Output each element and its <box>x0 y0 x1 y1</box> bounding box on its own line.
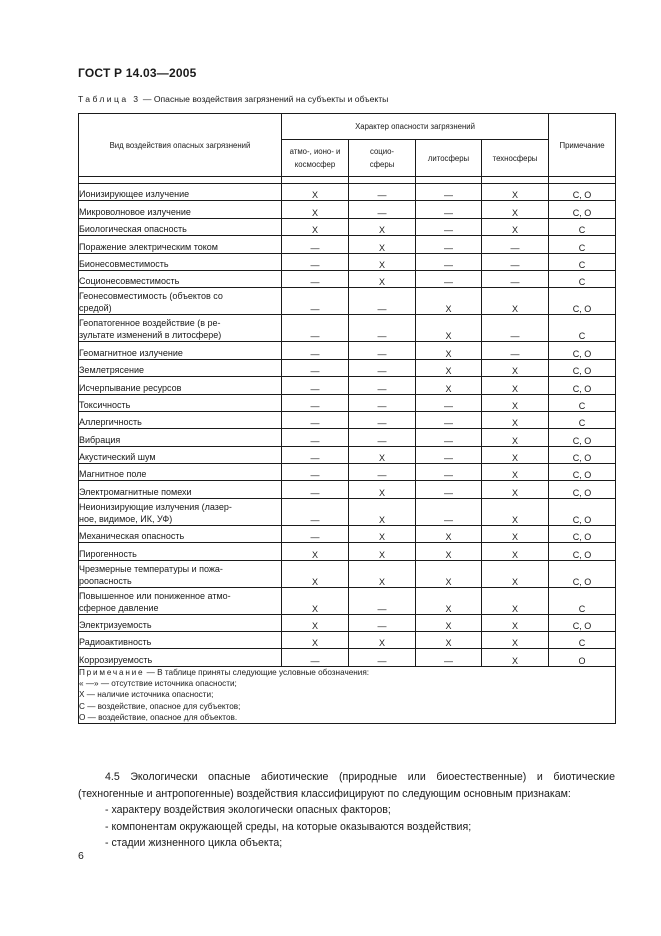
impact-name-line: Биологическая опасность <box>79 224 187 235</box>
table-row <box>79 288 616 315</box>
impact-name-cell <box>79 587 282 614</box>
table-row <box>79 342 616 359</box>
col-header-socio <box>349 140 416 177</box>
note-cell: С <box>549 411 616 428</box>
table-row <box>79 377 616 394</box>
impact-name-line: Поражение электрическим током <box>79 241 218 252</box>
table-row <box>79 359 616 376</box>
table-row <box>79 253 616 270</box>
litho-cell: — <box>416 270 482 287</box>
socio-cell: X <box>349 270 416 287</box>
socio-cell: X <box>349 543 416 560</box>
impact-name-line: Землетрясение <box>79 365 144 376</box>
socio-cell: — <box>349 377 416 394</box>
footnote-intro <box>79 667 615 678</box>
document-code: ГОСТ Р 14.03—2005 <box>78 66 197 80</box>
col-header-socio-line1: социо- <box>369 147 395 156</box>
impact-name-line: Электромагнитные помехи <box>79 486 192 497</box>
litho-cell: — <box>416 218 482 235</box>
impact-name-line: Соционесовместимость <box>79 276 180 287</box>
note-cell: С, О <box>549 481 616 498</box>
impact-name-cell <box>79 481 282 498</box>
socio-cell: X <box>349 253 416 270</box>
col-header-group: Характер опасности загрязнений <box>282 114 549 140</box>
techno-cell: X <box>482 525 549 542</box>
impact-name-cell <box>79 253 282 270</box>
techno-cell: — <box>482 342 549 359</box>
techno-cell: X <box>482 394 549 411</box>
litho-cell: X <box>416 632 482 649</box>
impact-name-cell <box>79 394 282 411</box>
table-row <box>79 543 616 560</box>
table-row <box>79 446 616 463</box>
socio-cell: — <box>349 184 416 201</box>
litho-cell: X <box>416 560 482 587</box>
litho-cell: — <box>416 253 482 270</box>
techno-cell: — <box>482 270 549 287</box>
litho-cell: — <box>416 394 482 411</box>
atmo-cell: — <box>282 342 349 359</box>
table-caption <box>78 94 388 104</box>
impact-name-line: Пирогенность <box>79 548 137 559</box>
table-row <box>79 394 616 411</box>
atmo-cell: — <box>282 498 349 525</box>
atmo-cell: — <box>282 394 349 411</box>
hazard-table <box>78 113 616 724</box>
impact-name-cell <box>79 411 282 428</box>
footnote-line: О — воздействие, опасное для объектов. <box>79 713 238 722</box>
atmo-cell: — <box>282 429 349 446</box>
impact-name-line: Аллергичность <box>79 417 142 428</box>
bullet-item: - характеру воздействия экологически опасных факторов; <box>105 804 391 816</box>
litho-cell: X <box>416 377 482 394</box>
note-cell: С, О <box>549 342 616 359</box>
table-row <box>79 201 616 218</box>
litho-cell: X <box>416 614 482 631</box>
techno-cell: X <box>482 446 549 463</box>
table-row <box>79 218 616 235</box>
litho-cell: — <box>416 446 482 463</box>
table-row <box>79 411 616 428</box>
impact-name-line: Геонесовместимость (объектов со <box>79 291 223 302</box>
socio-cell: — <box>349 464 416 481</box>
atmo-cell: X <box>282 560 349 587</box>
impact-name-line: Коррозируемость <box>79 654 153 665</box>
footnote-label: Примечание <box>79 667 145 677</box>
socio-cell: — <box>349 201 416 218</box>
impact-name-line: Радиоактивность <box>79 637 152 648</box>
techno-cell: X <box>482 377 549 394</box>
table-row <box>79 587 616 614</box>
techno-cell: X <box>482 481 549 498</box>
impact-name-line: средой) <box>79 303 112 314</box>
impact-name-line: Магнитное поле <box>79 469 147 480</box>
litho-cell: X <box>416 525 482 542</box>
note-cell: С, О <box>549 446 616 463</box>
table-body <box>79 177 616 724</box>
note-cell: С, О <box>549 359 616 376</box>
techno-cell: X <box>482 184 549 201</box>
socio-cell: — <box>349 315 416 342</box>
atmo-cell: — <box>282 411 349 428</box>
note-cell: С, О <box>549 429 616 446</box>
col-header-litho: литосферы <box>416 140 482 177</box>
litho-cell: — <box>416 429 482 446</box>
impact-name-line: Микроволновое излучение <box>79 206 191 217</box>
note-cell: С <box>549 236 616 253</box>
note-cell: С, О <box>549 201 616 218</box>
impact-name-line: Геомагнитное излучение <box>79 347 183 358</box>
techno-cell: X <box>482 543 549 560</box>
litho-cell: X <box>416 359 482 376</box>
impact-name-cell <box>79 632 282 649</box>
impact-name-cell <box>79 270 282 287</box>
atmo-cell: X <box>282 614 349 631</box>
techno-cell: X <box>482 411 549 428</box>
impact-name-cell <box>79 446 282 463</box>
note-cell: С <box>549 587 616 614</box>
impact-name-cell <box>79 218 282 235</box>
table-row <box>79 632 616 649</box>
impact-name-line: Акустический шум <box>79 452 156 463</box>
atmo-cell: — <box>282 446 349 463</box>
impact-name-cell <box>79 201 282 218</box>
techno-cell: — <box>482 253 549 270</box>
litho-cell: — <box>416 464 482 481</box>
note-cell: С <box>549 315 616 342</box>
socio-cell: X <box>349 525 416 542</box>
techno-cell: X <box>482 288 549 315</box>
litho-cell: — <box>416 411 482 428</box>
socio-cell: — <box>349 342 416 359</box>
note-cell: С, О <box>549 543 616 560</box>
table-caption-label: Таблица 3 <box>78 94 141 104</box>
spacer-row <box>79 177 616 184</box>
impact-name-line: Чрезмерные температуры и пожа- <box>79 563 223 574</box>
socio-cell: — <box>349 359 416 376</box>
litho-cell: — <box>416 481 482 498</box>
bullet-item: - компонентам окружающей среды, на которые оказываются воздействия; <box>105 820 472 833</box>
note-cell: С, О <box>549 464 616 481</box>
note-cell: С <box>549 218 616 235</box>
impact-name-cell <box>79 236 282 253</box>
techno-cell: X <box>482 649 549 666</box>
atmo-cell: X <box>282 632 349 649</box>
impact-name-cell <box>79 525 282 542</box>
impact-name-line: сферное давление <box>79 602 159 613</box>
table-row <box>79 315 616 342</box>
techno-cell: X <box>482 587 549 614</box>
impact-name-line: роопасность <box>79 575 132 586</box>
litho-cell: — <box>416 201 482 218</box>
col-header-atmo <box>282 140 349 177</box>
impact-name-cell <box>79 429 282 446</box>
bullet-item: - стадии жизненного цикла объекта; <box>105 837 283 849</box>
socio-cell: — <box>349 587 416 614</box>
atmo-cell: — <box>282 270 349 287</box>
impact-name-cell <box>79 184 282 201</box>
note-cell: С, О <box>549 184 616 201</box>
socio-cell: — <box>349 411 416 428</box>
atmo-cell: — <box>282 315 349 342</box>
impact-name-line: Бионесовместимость <box>79 258 169 269</box>
table-row <box>79 498 616 525</box>
section-paragraph: 4.5 Экологически опасные абиотические (природные или биоестественные) и биотические (техногенные и антропогенные) воздействия классифицируют по следующим основным признакам: <box>78 771 615 800</box>
impact-name-cell <box>79 288 282 315</box>
footnote-row <box>79 666 616 723</box>
footnote-line: X — наличие источника опасности; <box>79 690 214 700</box>
impact-name-line: Ионизирующее излучение <box>79 189 190 200</box>
impact-name-cell <box>79 614 282 631</box>
atmo-cell: — <box>282 288 349 315</box>
litho-cell: X <box>416 342 482 359</box>
techno-cell: X <box>482 632 549 649</box>
techno-cell: — <box>482 236 549 253</box>
table-row <box>79 649 616 666</box>
table-row <box>79 481 616 498</box>
atmo-cell: — <box>282 236 349 253</box>
socio-cell: X <box>349 632 416 649</box>
table-row <box>79 270 616 287</box>
techno-cell: X <box>482 560 549 587</box>
socio-cell: — <box>349 288 416 315</box>
techno-cell: X <box>482 498 549 525</box>
note-cell: С, О <box>549 614 616 631</box>
col-header-socio-line2: сферы <box>369 160 395 169</box>
atmo-cell: — <box>282 649 349 666</box>
impact-name-cell <box>79 560 282 587</box>
impact-name-line: ное, видимое, ИК, УФ) <box>79 513 173 524</box>
note-cell: О <box>549 649 616 666</box>
impact-name-line: Токсичность <box>79 399 131 410</box>
col-header-techno: техносферы <box>482 140 549 177</box>
impact-name-line: Вибрация <box>79 434 121 445</box>
note-cell: С, О <box>549 525 616 542</box>
table-row <box>79 184 616 201</box>
techno-cell: — <box>482 315 549 342</box>
socio-cell: X <box>349 446 416 463</box>
atmo-cell: — <box>282 377 349 394</box>
table-footnote <box>79 666 616 723</box>
note-cell: С <box>549 270 616 287</box>
table-row <box>79 429 616 446</box>
socio-cell: — <box>349 649 416 666</box>
table-row <box>79 560 616 587</box>
socio-cell: X <box>349 498 416 525</box>
techno-cell: X <box>482 614 549 631</box>
litho-cell: X <box>416 315 482 342</box>
impact-name-cell <box>79 315 282 342</box>
impact-name-cell <box>79 359 282 376</box>
impact-name-line: зультате изменений в литосфере) <box>79 330 222 341</box>
impact-name-line: Повышенное или пониженное атмо- <box>79 590 231 601</box>
litho-cell: X <box>416 587 482 614</box>
litho-cell: — <box>416 649 482 666</box>
socio-cell: — <box>349 429 416 446</box>
table-row <box>79 614 616 631</box>
note-cell: С, О <box>549 560 616 587</box>
impact-name-cell <box>79 342 282 359</box>
techno-cell: X <box>482 464 549 481</box>
techno-cell: X <box>482 429 549 446</box>
table-caption-text: — Опасные воздействия загрязнений на субъекты и объекты <box>140 94 389 104</box>
litho-cell: — <box>416 236 482 253</box>
note-cell: С, О <box>549 498 616 525</box>
footnote-intro-text: — В таблице приняты следующие условные обозначения: <box>144 667 370 677</box>
col-header-atmo-line2: космосфер <box>294 160 336 169</box>
atmo-cell: X <box>282 543 349 560</box>
socio-cell: — <box>349 394 416 411</box>
techno-cell: X <box>482 201 549 218</box>
impact-name-cell <box>79 464 282 481</box>
socio-cell: — <box>349 614 416 631</box>
impact-name-line: Механическая опасность <box>79 531 185 542</box>
note-cell: С <box>549 632 616 649</box>
atmo-cell: — <box>282 525 349 542</box>
page-number: 6 <box>78 850 84 862</box>
atmo-cell: — <box>282 359 349 376</box>
litho-cell: X <box>416 543 482 560</box>
socio-cell: X <box>349 481 416 498</box>
col-header-atmo-line1: атмо-, ионо- и <box>289 147 341 156</box>
atmo-cell: X <box>282 184 349 201</box>
litho-cell: — <box>416 498 482 525</box>
atmo-cell: X <box>282 218 349 235</box>
litho-cell: — <box>416 184 482 201</box>
table-row <box>79 236 616 253</box>
note-cell: С <box>549 253 616 270</box>
note-cell: С <box>549 394 616 411</box>
atmo-cell: — <box>282 253 349 270</box>
impact-name-cell <box>79 377 282 394</box>
atmo-cell: — <box>282 464 349 481</box>
atmo-cell: X <box>282 201 349 218</box>
impact-name-line: Исчерпывание ресурсов <box>79 382 182 393</box>
footnote-line: С — воздействие, опасное для субъектов; <box>79 701 241 711</box>
impact-name-cell <box>79 649 282 666</box>
socio-cell: X <box>349 218 416 235</box>
impact-name-cell <box>79 543 282 560</box>
impact-name-line: Неионизирующие излучения (лазер- <box>79 501 232 512</box>
socio-cell: X <box>349 236 416 253</box>
techno-cell: X <box>482 218 549 235</box>
impact-name-cell <box>79 498 282 525</box>
table-row <box>79 525 616 542</box>
impact-name-line: Электризуемость <box>79 620 152 631</box>
note-cell: С, О <box>549 288 616 315</box>
table-row <box>79 464 616 481</box>
atmo-cell: X <box>282 587 349 614</box>
impact-name-line: Геопатогенное воздействие (в ре- <box>79 318 221 329</box>
footnote-line: « —» — отсутствие источника опасности; <box>79 679 237 689</box>
col-header-note: Примечание <box>549 114 616 177</box>
socio-cell: X <box>349 560 416 587</box>
techno-cell: X <box>482 359 549 376</box>
section-4-5 <box>78 769 615 852</box>
note-cell: С, О <box>549 377 616 394</box>
litho-cell: X <box>416 288 482 315</box>
atmo-cell: — <box>282 481 349 498</box>
col-header-impact-type: Вид воздействия опасных загрязнений <box>79 114 282 177</box>
